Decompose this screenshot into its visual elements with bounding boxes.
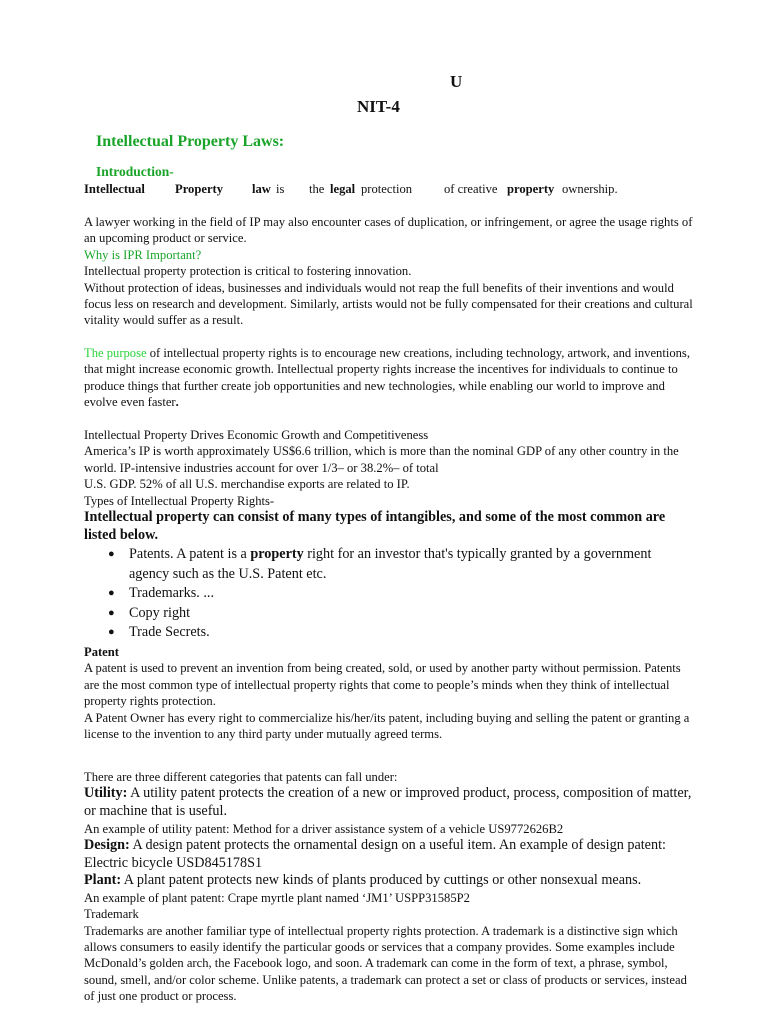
definition-word: is <box>276 182 285 196</box>
utility-text: A utility patent protects the creation of a new or improved product, process, composition of matter, or machine that is useful. <box>84 785 692 819</box>
purpose-text: of intellectual property rights is to encourage new creations, including technology, artwork, and inventions, that might increase economic growth. Intellectual property rights increase the incentives for individuals to continue to produce things that further create job opportunities and new technologies, while enabling our world to improve and evolve even faster <box>84 346 690 410</box>
categories-intro: There are three different categories that patents can fall under: <box>84 770 398 784</box>
types-heading: Types of Intellectual Property Rights- <box>84 493 275 508</box>
growth-heading: Intellectual Property Drives Economic Growth and Competitiveness <box>84 428 429 442</box>
types-list <box>108 545 668 643</box>
growth-section <box>84 427 694 544</box>
utility-example: An example of utility patent: Method for a driver assistance system of a vehicle US9772626B2 <box>84 821 564 836</box>
bullet-icon: ● <box>108 606 115 619</box>
design-label: Design: <box>84 837 130 853</box>
unit-heading-nit: NIT-4 <box>357 97 400 116</box>
utility-label: Utility: <box>84 785 128 802</box>
definition-word: property <box>507 182 555 196</box>
definition-word: Property <box>175 182 224 196</box>
growth-paragraph-1: America’s IP is worth approximately US$6.6 trillion, which is more than the nominal GDP of any other country in the world. IP-intensive industries account for over 1/3– or 38.2%– of total <box>84 444 679 475</box>
list-item: ● Patents. A patent is a property right for an investor that's typically granted by a government agency such as the U.S. Patent etc. <box>108 546 652 582</box>
bullet-icon: ● <box>108 587 115 600</box>
types-intro-bold: Intellectual property can consist of many types of intangibles, and some of the most common are listed below. <box>84 509 666 543</box>
definition-word: law <box>252 182 271 196</box>
patent-section <box>84 644 694 742</box>
introduction-heading: Introduction- <box>96 164 174 179</box>
definition-word: protection <box>361 182 413 196</box>
growth-paragraph-2: U.S. GDP. 52% of all U.S. merchandise exports are related to IP. <box>84 477 410 492</box>
patent-paragraph-1: A patent is used to prevent an invention from being created, sold, or used by another party without permission. Patents are the most common type of intellectual property rights that come to people’s minds when they think of intellectual property rights protection. <box>84 661 681 709</box>
page-title: Intellectual Property Laws: <box>96 133 285 150</box>
list-item: ● Trademarks. ... <box>108 584 668 604</box>
bullet-icon: ● <box>108 548 115 560</box>
list-item: ● Trade Secrets. <box>108 623 668 643</box>
why-heading: Why is IPR Important? <box>84 247 202 262</box>
purpose-end: . <box>175 395 179 410</box>
definition-word: the <box>309 182 325 196</box>
purpose-lead: The purpose <box>84 346 147 360</box>
trademark-heading: Trademark <box>84 907 139 922</box>
why-paragraph-1: Intellectual property protection is critical to fostering innovation. <box>84 264 412 279</box>
definition-word: legal <box>330 182 356 196</box>
design-text: A design patent protects the ornamental design on a useful item. An example of design patent: Electric bicycle USD845178S1 <box>84 837 666 871</box>
patent-paragraph-2: A Patent Owner has every right to commercialize his/her/its patent, including buying and selling the patent or granting a license to the invention to any third party under mutually agreed terms. <box>84 710 690 742</box>
unit-heading-u: U <box>450 72 463 91</box>
lawyer-paragraph <box>84 214 694 329</box>
plant-label: Plant: <box>84 872 122 889</box>
lawyer-text: A lawyer working in the field of IP may also encounter cases of duplication, or infringement, or agree the usage rights of an upcoming product or service. <box>84 215 693 246</box>
bullet-icon: ● <box>108 626 115 639</box>
purpose-paragraph <box>84 345 694 411</box>
plant-text: A plant patent protects new kinds of plants produced by cuttings or other nonsexual means. <box>121 872 642 889</box>
definition-word: of creative <box>444 182 498 196</box>
patent-heading: Patent <box>84 645 119 659</box>
list-item: ● Copy right <box>108 604 668 624</box>
plant-example: An example of plant patent: Crape myrtle plant named ‘JM1’ USPP31585P2 <box>84 890 470 905</box>
categories-section <box>84 769 694 1005</box>
definition-word: ownership. <box>562 182 618 196</box>
trademark-paragraph: Trademarks are another familiar type of intellectual property rights protection. A trademark is a distinctive sign which allows consumers to easily identify the particular goods or services that a company provides. Some examples include McDonald’s golden arch, the Facebook logo, and soon. A trademark can come in the form of text, a phrase, symbol, sound, smell, and/or color scheme. Unlike patents, a trademark can protect a set or class of products or services, instead of just one product or process. <box>84 923 687 1004</box>
definition-word: Intellectual <box>84 182 145 196</box>
why-paragraph-2: Without protection of ideas, businesses and individuals would not reap the full benefits of their inventions and would focus less on research and development. Similarly, artists would not be fully compensated for their creations and cultural vitality would suffer as a result. <box>84 280 693 328</box>
